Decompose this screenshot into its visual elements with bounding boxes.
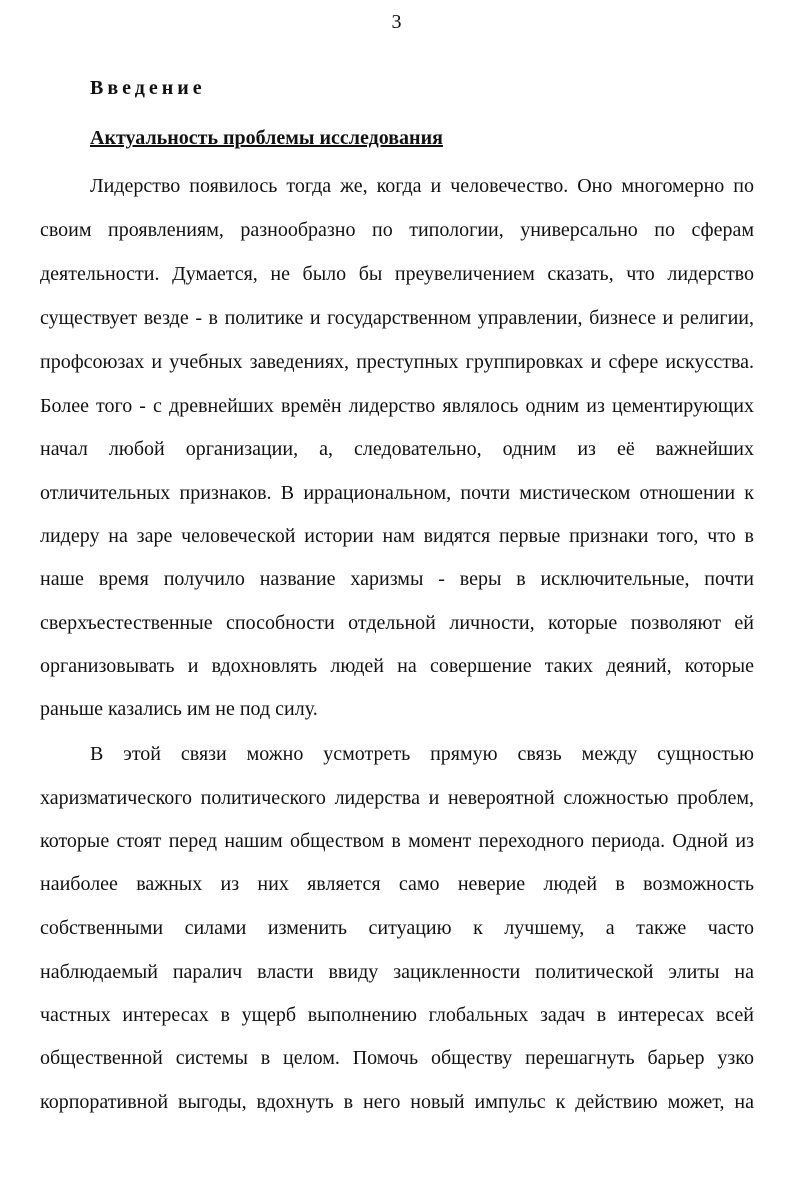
paragraph-line: харизматического политического лидерства и невероятной сложностью проблем,	[40, 787, 754, 809]
paragraph-line: корпоративной выгоды, вдохнуть в него новый импульс к действию может, на	[40, 1091, 754, 1113]
paragraph-line: общественной системы в целом. Помочь обществу перешагнуть барьер узко	[40, 1047, 754, 1069]
paragraph-line: начал любой организации, а, следовательно, одним из её важнейших	[40, 438, 754, 460]
paragraph-line: деятельности. Думается, не было бы преувеличением сказать, что лидерство	[40, 263, 754, 285]
paragraph-line: наше время получило название харизмы - веры в исключительные, почти	[40, 568, 754, 590]
paragraph-line: собственными силами изменить ситуацию к лучшему, а также часто	[40, 917, 754, 939]
paragraph-line: профсоюзах и учебных заведениях, преступных группировках и сфере искусства.	[40, 351, 754, 373]
section-heading: Введение	[90, 77, 206, 99]
paragraph-line: Более того - с древнейших времён лидерство являлось одним из цементирующих	[40, 395, 754, 417]
paragraph-line: Лидерство появилось тогда же, когда и человечество. Оно многомерно по	[90, 175, 754, 197]
paragraph-line: раньше казались им не под силу.	[40, 698, 318, 720]
paragraph-line: лидеру на заре человеческой истории нам видятся первые признаки того, что в	[40, 525, 754, 547]
paragraph-line: которые стоят перед нашим обществом в момент переходного периода. Одной из	[40, 830, 754, 852]
paragraph-line: отличительных признаков. В иррациональном, почти мистическом отношении к	[40, 482, 754, 504]
paragraph-line: наблюдаемый паралич власти ввиду зацикленности политической элиты на	[40, 961, 754, 983]
paragraph-line: частных интересах в ущерб выполнению глобальных задач в интересах всей	[40, 1004, 754, 1026]
paragraph-line: своим проявлениям, разнообразно по типологии, универсально по сферам	[40, 219, 754, 241]
paragraph-line: наиболее важных из них является само неверие людей в возможность	[40, 873, 754, 895]
paragraph-line: существует везде - в политике и государственном управлении, бизнесе и религии,	[40, 307, 754, 329]
paragraph-line: организовывать и вдохновлять людей на совершение таких деяний, которые	[40, 655, 754, 677]
paragraph-line: сверхъестественные способности отдельной личности, которые позволяют ей	[40, 612, 754, 634]
paragraph-line: В этой связи можно усмотреть прямую связь между сущностью	[90, 743, 754, 765]
page-number: 3	[391, 11, 402, 33]
section-subheading: Актуальность проблемы исследования	[90, 127, 443, 149]
